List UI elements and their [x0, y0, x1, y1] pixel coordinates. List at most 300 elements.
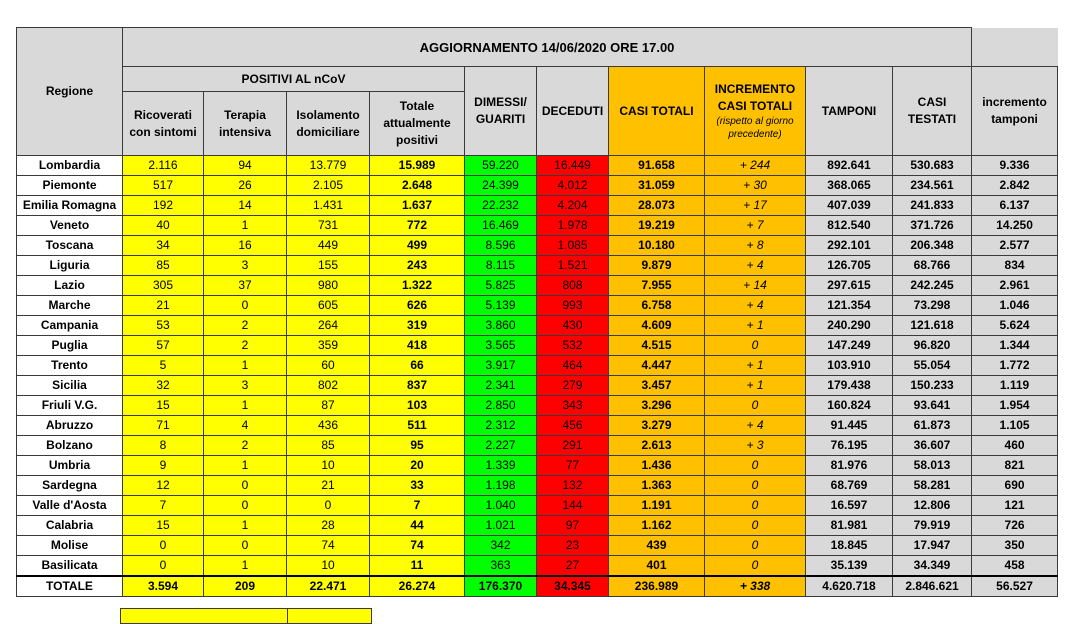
cell-dimessi: 5.825: [465, 276, 537, 296]
cell-regione: Valle d'Aosta: [17, 496, 123, 516]
cell-totale-positivi: 15.989: [370, 156, 465, 176]
cell-incremento-tamponi: 14.250: [972, 216, 1058, 236]
cell-tamponi: 892.641: [806, 156, 893, 176]
cell-isolamento: 155: [287, 256, 370, 276]
cell-tamponi: 160.824: [806, 396, 893, 416]
cell-casi-testati: 58.013: [893, 456, 972, 476]
cell-deceduti: 4.204: [537, 196, 609, 216]
cell-casi-testati: 206.348: [893, 236, 972, 256]
cell-tamponi: 240.290: [806, 316, 893, 336]
cell-casi-testati: 371.726: [893, 216, 972, 236]
table-row: [17, 356, 1058, 376]
footer-cell-divider: [287, 609, 288, 623]
cell-tamponi: 68.769: [806, 476, 893, 496]
cell-casi-testati: 241.833: [893, 196, 972, 216]
total-ricoverati: 3.594: [123, 576, 204, 597]
cell-totale-positivi: 103: [370, 396, 465, 416]
cell-casi-totali: 1.162: [609, 516, 705, 536]
cell-casi-testati: 73.298: [893, 296, 972, 316]
cell-incremento: 0: [705, 476, 806, 496]
cell-incremento: + 17: [705, 196, 806, 216]
cell-incremento: + 4: [705, 296, 806, 316]
table-row: [17, 336, 1058, 356]
table-row: [17, 296, 1058, 316]
cell-casi-totali: 6.758: [609, 296, 705, 316]
cell-dimessi: 59.220: [465, 156, 537, 176]
cell-ricoverati: 9: [123, 456, 204, 476]
cell-totale-positivi: 772: [370, 216, 465, 236]
cell-ricoverati: 21: [123, 296, 204, 316]
total-dimessi: 176.370: [465, 576, 537, 597]
cell-terapia: 37: [204, 276, 287, 296]
cell-incremento: 0: [705, 456, 806, 476]
cell-incremento: + 1: [705, 316, 806, 336]
cell-casi-totali: 4.515: [609, 336, 705, 356]
cell-tamponi: 35.139: [806, 556, 893, 576]
cell-tamponi: 407.039: [806, 196, 893, 216]
cell-deceduti: 291: [537, 436, 609, 456]
cell-ricoverati: 53: [123, 316, 204, 336]
cell-deceduti: 279: [537, 376, 609, 396]
cell-regione: Molise: [17, 536, 123, 556]
cell-terapia: 16: [204, 236, 287, 256]
cell-incremento: + 1: [705, 356, 806, 376]
cell-terapia: 1: [204, 456, 287, 476]
cell-casi-totali: 7.955: [609, 276, 705, 296]
cell-incremento-tamponi: 2.961: [972, 276, 1058, 296]
cell-isolamento: 980: [287, 276, 370, 296]
cell-regione: Emilia Romagna: [17, 196, 123, 216]
cell-casi-totali: 1.436: [609, 456, 705, 476]
cell-deceduti: 1.085: [537, 236, 609, 256]
cell-casi-testati: 242.245: [893, 276, 972, 296]
cell-regione: Veneto: [17, 216, 123, 236]
cell-totale-positivi: 11: [370, 556, 465, 576]
cell-incremento: + 244: [705, 156, 806, 176]
cell-casi-totali: 401: [609, 556, 705, 576]
cell-ricoverati: 12: [123, 476, 204, 496]
cell-deceduti: 993: [537, 296, 609, 316]
header-incremento: [705, 67, 806, 156]
total-deceduti: 34.345: [537, 576, 609, 597]
cell-incremento-tamponi: 1.772: [972, 356, 1058, 376]
cell-incremento: + 4: [705, 256, 806, 276]
cell-isolamento: 60: [287, 356, 370, 376]
cell-incremento-tamponi: 690: [972, 476, 1058, 496]
header-terapia: Terapia intensiva: [204, 92, 287, 156]
cell-casi-testati: 34.349: [893, 556, 972, 576]
cell-casi-testati: 17.947: [893, 536, 972, 556]
cell-casi-testati: 36.607: [893, 436, 972, 456]
cell-casi-testati: 530.683: [893, 156, 972, 176]
cell-incremento-tamponi: 1.046: [972, 296, 1058, 316]
cell-tamponi: 76.195: [806, 436, 893, 456]
cell-casi-testati: 234.561: [893, 176, 972, 196]
cell-terapia: 2: [204, 336, 287, 356]
cell-incremento-tamponi: 9.336: [972, 156, 1058, 176]
cell-terapia: 14: [204, 196, 287, 216]
cell-deceduti: 132: [537, 476, 609, 496]
cell-dimessi: 24.399: [465, 176, 537, 196]
cell-dimessi: 1.040: [465, 496, 537, 516]
cell-incremento-tamponi: 350: [972, 536, 1058, 556]
table-row: [17, 256, 1058, 276]
cell-regione: Friuli V.G.: [17, 396, 123, 416]
cell-dimessi: 5.139: [465, 296, 537, 316]
header-totale-positivi: Totale attualmente positivi: [370, 92, 465, 156]
cell-terapia: 3: [204, 376, 287, 396]
cell-isolamento: 1.431: [287, 196, 370, 216]
cell-terapia: 1: [204, 216, 287, 236]
total-totale-positivi: 26.274: [370, 576, 465, 597]
cell-isolamento: 264: [287, 316, 370, 336]
cell-isolamento: 28: [287, 516, 370, 536]
covid-data-table: [16, 27, 1058, 597]
cell-dimessi: 22.232: [465, 196, 537, 216]
cell-deceduti: 464: [537, 356, 609, 376]
cell-regione: Basilicata: [17, 556, 123, 576]
total-incremento-tamponi: 56.527: [972, 576, 1058, 597]
cell-totale-positivi: 33: [370, 476, 465, 496]
table-row: [17, 556, 1058, 576]
cell-ricoverati: 57: [123, 336, 204, 356]
cell-totale-positivi: 74: [370, 536, 465, 556]
cell-incremento: + 4: [705, 416, 806, 436]
table-row: [17, 456, 1058, 476]
cell-deceduti: 77: [537, 456, 609, 476]
cell-ricoverati: 34: [123, 236, 204, 256]
table-title: AGGIORNAMENTO 14/06/2020 ORE 17.00: [123, 28, 972, 67]
cell-deceduti: 430: [537, 316, 609, 336]
cell-terapia: 0: [204, 536, 287, 556]
cell-terapia: 0: [204, 476, 287, 496]
cell-tamponi: 126.705: [806, 256, 893, 276]
table-row: [17, 236, 1058, 256]
cell-isolamento: 0: [287, 496, 370, 516]
cell-ricoverati: 192: [123, 196, 204, 216]
cell-tamponi: 812.540: [806, 216, 893, 236]
cell-isolamento: 10: [287, 456, 370, 476]
cell-regione: Trento: [17, 356, 123, 376]
cell-casi-testati: 79.919: [893, 516, 972, 536]
header-blank-corner: [972, 28, 1058, 67]
total-tamponi: 4.620.718: [806, 576, 893, 597]
cell-isolamento: 13.779: [287, 156, 370, 176]
cell-incremento: + 14: [705, 276, 806, 296]
cell-totale-positivi: 319: [370, 316, 465, 336]
cell-incremento: + 3: [705, 436, 806, 456]
table-row: [17, 516, 1058, 536]
cell-casi-totali: 1.191: [609, 496, 705, 516]
cell-incremento-tamponi: 121: [972, 496, 1058, 516]
cell-totale-positivi: 511: [370, 416, 465, 436]
cell-dimessi: 342: [465, 536, 537, 556]
table-row: [17, 196, 1058, 216]
cell-ricoverati: 0: [123, 556, 204, 576]
cell-casi-totali: 10.180: [609, 236, 705, 256]
total-terapia: 209: [204, 576, 287, 597]
cell-regione: Puglia: [17, 336, 123, 356]
cell-totale-positivi: 66: [370, 356, 465, 376]
cell-totale-positivi: 243: [370, 256, 465, 276]
cell-ricoverati: 305: [123, 276, 204, 296]
cell-ricoverati: 15: [123, 396, 204, 416]
cell-casi-totali: 2.613: [609, 436, 705, 456]
cell-deceduti: 532: [537, 336, 609, 356]
cell-casi-testati: 58.281: [893, 476, 972, 496]
cell-casi-testati: 150.233: [893, 376, 972, 396]
cell-casi-testati: 55.054: [893, 356, 972, 376]
header-casi-testati: CASI TESTATI: [893, 67, 972, 156]
cell-tamponi: 368.065: [806, 176, 893, 196]
cell-casi-totali: 1.363: [609, 476, 705, 496]
table-row: [17, 316, 1058, 336]
header-deceduti: DECEDUTI: [537, 67, 609, 156]
table-body: [17, 156, 1058, 597]
cell-casi-testati: 68.766: [893, 256, 972, 276]
cell-isolamento: 359: [287, 336, 370, 356]
cell-dimessi: 3.917: [465, 356, 537, 376]
cell-casi-testati: 96.820: [893, 336, 972, 356]
cell-tamponi: 16.597: [806, 496, 893, 516]
cell-incremento-tamponi: 1.119: [972, 376, 1058, 396]
cell-regione: Marche: [17, 296, 123, 316]
cell-isolamento: 85: [287, 436, 370, 456]
cell-deceduti: 343: [537, 396, 609, 416]
cell-tamponi: 91.445: [806, 416, 893, 436]
cell-ricoverati: 2.116: [123, 156, 204, 176]
table-row: [17, 436, 1058, 456]
table-row: [17, 496, 1058, 516]
cell-incremento-tamponi: 458: [972, 556, 1058, 576]
cell-casi-totali: 31.059: [609, 176, 705, 196]
cell-deceduti: 16.449: [537, 156, 609, 176]
total-incremento: + 338: [705, 576, 806, 597]
cell-regione: Umbria: [17, 456, 123, 476]
cell-casi-testati: 121.618: [893, 316, 972, 336]
cell-totale-positivi: 7: [370, 496, 465, 516]
cell-terapia: 1: [204, 556, 287, 576]
cell-ricoverati: 8: [123, 436, 204, 456]
header-dimessi: DIMESSI/ GUARITI: [465, 67, 537, 156]
cell-totale-positivi: 2.648: [370, 176, 465, 196]
cell-incremento-tamponi: 5.624: [972, 316, 1058, 336]
cell-incremento-tamponi: 460: [972, 436, 1058, 456]
cell-totale-positivi: 20: [370, 456, 465, 476]
table-row: [17, 276, 1058, 296]
cell-regione: Sicilia: [17, 376, 123, 396]
cell-terapia: 1: [204, 396, 287, 416]
cell-deceduti: 456: [537, 416, 609, 436]
cell-regione: Lombardia: [17, 156, 123, 176]
cell-ricoverati: 40: [123, 216, 204, 236]
cell-totale-positivi: 1.637: [370, 196, 465, 216]
cell-ricoverati: 7: [123, 496, 204, 516]
cell-casi-totali: 4.609: [609, 316, 705, 336]
cell-incremento: + 7: [705, 216, 806, 236]
cell-incremento-tamponi: 1.105: [972, 416, 1058, 436]
cell-dimessi: 363: [465, 556, 537, 576]
cell-casi-testati: 12.806: [893, 496, 972, 516]
header-regione: Regione: [17, 28, 123, 156]
cell-totale-positivi: 499: [370, 236, 465, 256]
cell-deceduti: 97: [537, 516, 609, 536]
cell-ricoverati: 85: [123, 256, 204, 276]
cell-terapia: 1: [204, 516, 287, 536]
cell-regione: Lazio: [17, 276, 123, 296]
cell-incremento: 0: [705, 496, 806, 516]
cell-dimessi: 8.596: [465, 236, 537, 256]
cell-regione: Piemonte: [17, 176, 123, 196]
header-tamponi: TAMPONI: [806, 67, 893, 156]
table-row: [17, 176, 1058, 196]
cell-casi-testati: 61.873: [893, 416, 972, 436]
cell-tamponi: 81.976: [806, 456, 893, 476]
table-row: [17, 476, 1058, 496]
table-row: [17, 216, 1058, 236]
cell-totale-positivi: 44: [370, 516, 465, 536]
cell-incremento-tamponi: 2.577: [972, 236, 1058, 256]
total-casi-totali: 236.989: [609, 576, 705, 597]
cell-tamponi: 292.101: [806, 236, 893, 256]
cell-tamponi: 179.438: [806, 376, 893, 396]
cell-casi-totali: 4.447: [609, 356, 705, 376]
cell-incremento: 0: [705, 556, 806, 576]
header-incremento-note: (rispetto al giorno precedente): [716, 116, 794, 140]
cell-dimessi: 8.115: [465, 256, 537, 276]
cell-incremento: + 8: [705, 236, 806, 256]
cell-tamponi: 147.249: [806, 336, 893, 356]
cell-dimessi: 3.860: [465, 316, 537, 336]
header-isolamento: Isolamento domiciliare: [287, 92, 370, 156]
cell-incremento: + 30: [705, 176, 806, 196]
cell-incremento-tamponi: 1.954: [972, 396, 1058, 416]
cell-incremento-tamponi: 834: [972, 256, 1058, 276]
cell-terapia: 0: [204, 296, 287, 316]
cell-regione: Liguria: [17, 256, 123, 276]
header-ricoverati: Ricoverati con sintomi: [123, 92, 204, 156]
cell-tamponi: 103.910: [806, 356, 893, 376]
table-row: [17, 416, 1058, 436]
cell-deceduti: 4.012: [537, 176, 609, 196]
table-row: [17, 156, 1058, 176]
table-row: [17, 536, 1058, 556]
cell-deceduti: 144: [537, 496, 609, 516]
cell-isolamento: 21: [287, 476, 370, 496]
cell-casi-totali: 28.073: [609, 196, 705, 216]
header-positivi-group: POSITIVI AL nCoV: [123, 67, 465, 92]
cell-isolamento: 731: [287, 216, 370, 236]
cell-tamponi: 81.981: [806, 516, 893, 536]
cell-dimessi: 2.850: [465, 396, 537, 416]
cell-terapia: 2: [204, 436, 287, 456]
cell-dimessi: 1.021: [465, 516, 537, 536]
table-row: [17, 376, 1058, 396]
cell-casi-totali: 9.879: [609, 256, 705, 276]
cell-dimessi: 1.198: [465, 476, 537, 496]
cell-isolamento: 605: [287, 296, 370, 316]
cell-ricoverati: 0: [123, 536, 204, 556]
cell-deceduti: 27: [537, 556, 609, 576]
cell-dimessi: 1.339: [465, 456, 537, 476]
cell-incremento-tamponi: 6.137: [972, 196, 1058, 216]
cell-dimessi: 2.227: [465, 436, 537, 456]
cell-terapia: 1: [204, 356, 287, 376]
cell-dimessi: 2.312: [465, 416, 537, 436]
cell-totale-positivi: 95: [370, 436, 465, 456]
cell-deceduti: 23: [537, 536, 609, 556]
cell-terapia: 4: [204, 416, 287, 436]
cell-isolamento: 2.105: [287, 176, 370, 196]
cell-terapia: 3: [204, 256, 287, 276]
cell-isolamento: 449: [287, 236, 370, 256]
cell-incremento-tamponi: 1.344: [972, 336, 1058, 356]
footer-yellow-cells: [120, 608, 372, 624]
cell-casi-totali: 3.457: [609, 376, 705, 396]
cell-terapia: 94: [204, 156, 287, 176]
cell-totale-positivi: 837: [370, 376, 465, 396]
cell-tamponi: 297.615: [806, 276, 893, 296]
cell-isolamento: 802: [287, 376, 370, 396]
cell-regione: Bolzano: [17, 436, 123, 456]
cell-terapia: 0: [204, 496, 287, 516]
cell-terapia: 26: [204, 176, 287, 196]
cell-casi-testati: 93.641: [893, 396, 972, 416]
total-row: [17, 576, 1058, 597]
cell-totale-positivi: 626: [370, 296, 465, 316]
cell-deceduti: 808: [537, 276, 609, 296]
cell-regione: Calabria: [17, 516, 123, 536]
cell-isolamento: 87: [287, 396, 370, 416]
cell-totale-positivi: 1.322: [370, 276, 465, 296]
cell-casi-totali: 3.279: [609, 416, 705, 436]
cell-ricoverati: 71: [123, 416, 204, 436]
cell-incremento: 0: [705, 516, 806, 536]
cell-deceduti: 1.978: [537, 216, 609, 236]
header-incremento-label: INCREMENTO CASI TOTALI: [714, 82, 796, 113]
cell-casi-totali: 3.296: [609, 396, 705, 416]
cell-terapia: 2: [204, 316, 287, 336]
total-isolamento: 22.471: [287, 576, 370, 597]
cell-incremento-tamponi: 821: [972, 456, 1058, 476]
cell-ricoverati: 15: [123, 516, 204, 536]
cell-casi-totali: 439: [609, 536, 705, 556]
cell-regione: Campania: [17, 316, 123, 336]
cell-incremento: 0: [705, 396, 806, 416]
cell-isolamento: 436: [287, 416, 370, 436]
cell-incremento: 0: [705, 336, 806, 356]
cell-incremento-tamponi: 726: [972, 516, 1058, 536]
cell-regione: Sardegna: [17, 476, 123, 496]
cell-ricoverati: 517: [123, 176, 204, 196]
cell-tamponi: 121.354: [806, 296, 893, 316]
cell-dimessi: 3.565: [465, 336, 537, 356]
cell-incremento-tamponi: 2.842: [972, 176, 1058, 196]
cell-regione: Abruzzo: [17, 416, 123, 436]
header-casi-totali: CASI TOTALI: [609, 67, 705, 156]
cell-incremento: 0: [705, 536, 806, 556]
header-incremento-tamponi: incremento tamponi: [972, 67, 1058, 156]
cell-dimessi: 16.469: [465, 216, 537, 236]
cell-ricoverati: 32: [123, 376, 204, 396]
cell-ricoverati: 5: [123, 356, 204, 376]
cell-dimessi: 2.341: [465, 376, 537, 396]
table-row: [17, 396, 1058, 416]
cell-totale-positivi: 418: [370, 336, 465, 356]
cell-tamponi: 18.845: [806, 536, 893, 556]
cell-casi-totali: 19.219: [609, 216, 705, 236]
cell-deceduti: 1.521: [537, 256, 609, 276]
